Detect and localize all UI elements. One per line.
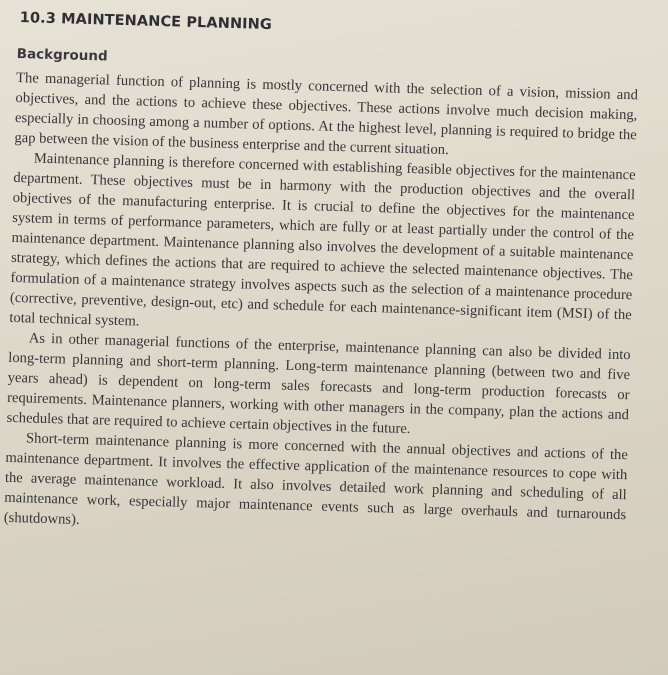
page-text [4, 10, 640, 545]
section-number: 10.3 [19, 10, 57, 28]
subheading-background: Background [16, 45, 108, 65]
paragraph-3: As in other managerial functions of the enterprise, maintenance planning can also be divided into long-term planning and short-term planning. Long-term maintenance planning (between two and five years ahead) is dependent on long-term sales forecasts and long-term production forecasts or requirements. Maintenance planners, working with other managers in the company, plan the actions and schedules that are required to achieve certain objectives in the future. [6, 330, 631, 438]
paragraph-2: Maintenance planning is therefore concerned with establishing feasible objectives for the maintenance department. These objectives must be in harmony with the production objectives and the overall objectives of the manufacturing enterprise. It is crucial to define the objectives for the maintenance system in terms of performance parameters, which are fully or at least partially under the control of the maintenance department. Maintenance planning also involves the development of a suitable maintenance strategy, which defines the actions that are required to achieve the selected maintenance objectives. The formulation of a maintenance strategy involves aspects such as the selection of a maintenance procedure (corrective, preventive, design-out, etc) and schedule for each maintenance-significant item (MSI) of the total technical system. [9, 150, 636, 330]
section-heading [20, 10, 640, 43]
section-title: MAINTENANCE PLANNING [60, 11, 273, 34]
paragraph-1: The managerial function of planning is mostly concerned with the selection of a vision, mission and objectives, and the actions to achieve these objectives. These actions involve much decision making, especially in choosing among a number of options. At the highest level, planning is required to bridge the gap between the vision of the business enterprise and the current situation. [14, 69, 639, 159]
paragraph-4: Short-term maintenance planning is more concerned with the annual objectives and actions of the maintenance department. It involves the effective application of the maintenance resources to cope with the average maintenance workload. It also involves detailed work planning and scheduling of all maintenance work, especially major maintenance events such as large overhauls and turnarounds (shutdowns). [3, 430, 629, 528]
